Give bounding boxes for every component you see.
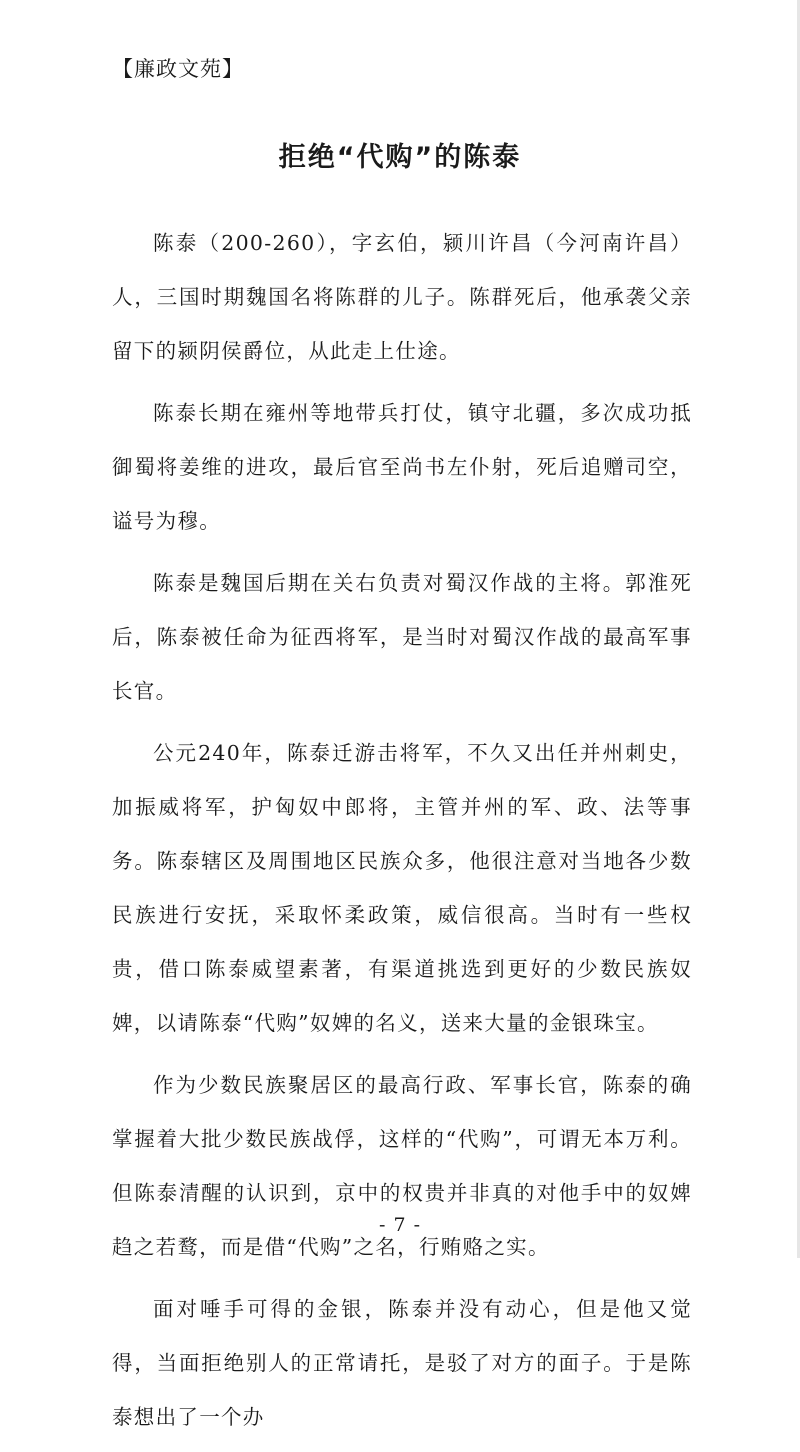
paragraph-6: 面对唾手可得的金银，陈泰并没有动心，但是他又觉得，当面拒绝别人的正常请托，是驳了对方的面子。于是陈泰想出了一个办 [112, 1297, 692, 1429]
article-title: 拒绝“代购”的陈泰 [278, 142, 522, 173]
paragraph-4: 公元240年，陈泰迁游击将军，不久又出任并州刺史，加振威将军，护匈奴中郎将，主管并州的军、政、法等事务。陈泰辖区及周围地区民族众多，他很注意对当地各少数民族进行安抚，采取怀柔政策，威信很高。当时有一些权贵，借口陈泰威望素著，有渠道挑选到更好的少数民族奴婢，以请陈泰“代购”奴婢的名义，送来大量的金银珠宝。 [112, 741, 692, 1035]
paragraph-1: 陈泰（200-260），字玄伯，颍川许昌（今河南许昌）人，三国时期魏国名将陈群的儿子。陈群死后，他承袭父亲留下的颍阴侯爵位，从此走上仕途。 [112, 231, 692, 363]
article-body [112, 216, 692, 1452]
paragraph-3: 陈泰是魏国后期在关右负责对蜀汉作战的主将。郭淮死后，陈泰被任命为征西将军，是当时对蜀汉作战的最高军事长官。 [112, 571, 692, 703]
paragraph-2: 陈泰长期在雍州等地带兵打仗，镇守北疆，多次成功抵御蜀将姜维的进攻，最后官至尚书左仆射，死后追赠司空，谥号为穆。 [112, 401, 692, 533]
page-number: - 7 - [378, 1214, 421, 1236]
paragraph-5: 作为少数民族聚居区的最高行政、军事长官，陈泰的确掌握着大批少数民族战俘，这样的“代购”，可谓无本万利。但陈泰清醒的认识到，京中的权贵并非真的对他手中的奴婢趋之若鹜，而是借“代购”之名，行贿赂之实。 [112, 1073, 692, 1259]
column-tag: 【廉政文苑】 [112, 57, 244, 81]
